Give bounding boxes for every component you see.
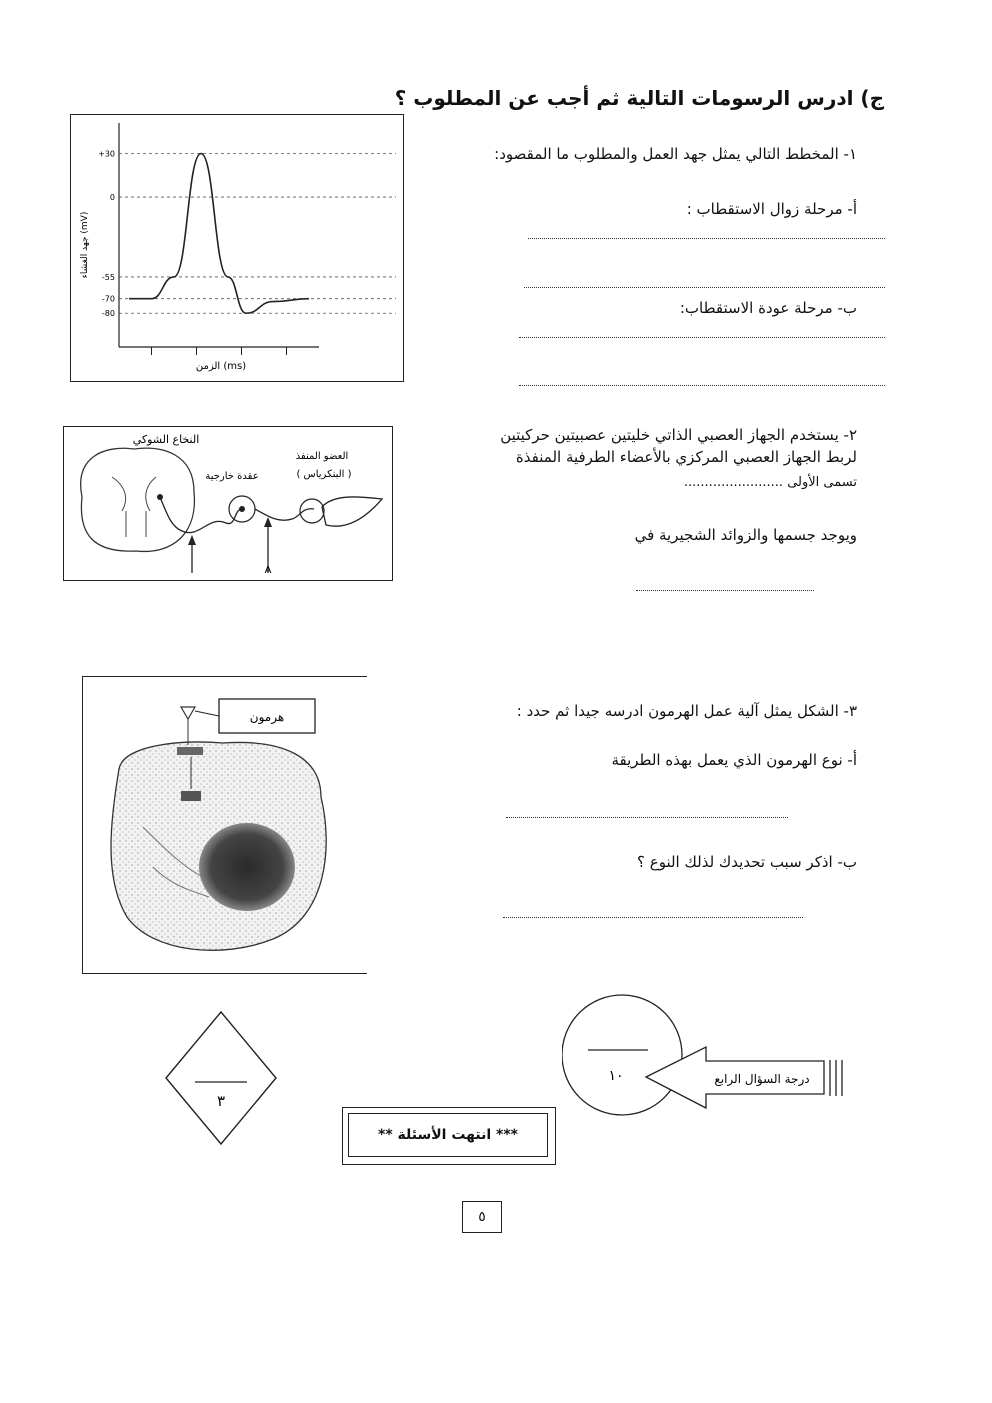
q3-b-answer-line[interactable] — [503, 917, 803, 918]
y-tick-label: -80 — [101, 309, 115, 319]
q1-a-label: أ- مرحلة زوال الاستقطاب : — [686, 200, 857, 218]
grey-matter-outline — [112, 477, 156, 537]
autonomic-nerve-figure — [63, 426, 393, 581]
q3-text: ٣- الشكل يمثل آلية عمل الهرمون ادرسه جيدا ثم حدد : — [516, 702, 857, 720]
hormone-molecule-icon — [181, 707, 195, 719]
q1-a-answer-line-1[interactable] — [528, 238, 885, 239]
arrow-A-label: A — [264, 565, 272, 576]
section-title: ج) ادرس الرسومات التالية ثم أجب عن المطلوب ؟ — [394, 86, 884, 110]
arrow-left-head — [188, 535, 196, 545]
q1-a-answer-line-2[interactable] — [524, 287, 885, 288]
spinal-cord-label: النخاع الشوكي — [132, 433, 200, 446]
y-tick-label: -70 — [101, 294, 115, 304]
y-tick-labels — [98, 150, 115, 319]
q2-line-2: لربط الجهاز العصبي المركزي بالأعضاء الطرفية المنفذة — [515, 448, 857, 466]
organ-name: ( البنكرياس ) — [296, 469, 352, 480]
y-tick-label: 0 — [109, 193, 115, 203]
preganglionic-fiber — [160, 497, 242, 533]
y-tick-label: -55 — [101, 272, 115, 282]
x-ticks — [152, 347, 287, 355]
score-label: درجة السؤال الرابع — [714, 1072, 810, 1086]
spinal-cord-shape — [81, 448, 195, 551]
action-potential-curve — [129, 154, 309, 314]
q3-a-answer-line[interactable] — [506, 817, 788, 818]
postganglionic-cell-body — [239, 506, 245, 512]
reference-lines — [119, 154, 396, 314]
diamond-value: ٣ — [216, 1092, 226, 1110]
hormone-label-pointer — [195, 711, 219, 716]
q2-answer-line[interactable] — [636, 590, 814, 591]
postganglionic-fiber — [255, 509, 314, 521]
q1-text: ١- المخطط التالي يمثل جهد العمل والمطلوب ما المقصود: — [494, 145, 857, 163]
second-messenger-block — [181, 791, 201, 801]
pancreas-shape — [322, 497, 382, 526]
q1-b-answer-line-2[interactable] — [519, 385, 885, 386]
end-box-outer — [342, 1107, 556, 1165]
q2-line-1: ٢- يستخدم الجهاز العصبي الذاتي خليتين عصبيتين حركيتين — [500, 426, 857, 444]
score-badge-svg — [562, 990, 852, 1120]
page-number: ٥ — [462, 1201, 502, 1233]
score-badge — [562, 990, 852, 1120]
q3-a-label: أ- نوع الهرمون الذي يعمل بهذه الطريقة — [611, 751, 857, 769]
chart-ylabel: جهد الغشاء (mV) — [80, 211, 90, 279]
y-tick-label: +30 — [98, 149, 115, 159]
hormone-svg — [83, 677, 367, 973]
end-box-text: *** انتهت الأسئلة ** — [348, 1113, 548, 1157]
diamond-score — [163, 1010, 279, 1146]
arrow-A-head — [264, 517, 272, 527]
autonomic-nerve-svg — [64, 427, 392, 580]
hormone-label: هرمون — [249, 710, 285, 724]
diamond-svg — [163, 1010, 279, 1146]
q3-b-label: ب- اذكر سبب تحديدك لذلك النوع ؟ — [637, 853, 857, 871]
receptor-on-membrane — [177, 747, 203, 755]
score-total: ١٠ — [608, 1068, 624, 1084]
hormone-figure — [82, 676, 367, 974]
action-potential-svg — [71, 115, 403, 381]
q1-b-label: ب- مرحلة عودة الاستقطاب: — [679, 299, 857, 317]
q2-line-4: ويوجد جسمها والزوائد الشجيرية في — [634, 526, 857, 544]
q1-b-answer-line-1[interactable] — [519, 337, 885, 338]
organ-label: العضو المنفذ — [295, 451, 349, 462]
chart-xlabel: الزمن (ms) — [195, 361, 247, 372]
q2-line-3: تسمى الأولى ........................ — [683, 475, 857, 490]
ganglion-label: عقدة خارجية — [205, 471, 259, 482]
diamond-shape — [166, 1012, 276, 1144]
nucleus — [199, 823, 295, 911]
action-potential-chart — [70, 114, 404, 382]
score-circle — [562, 995, 682, 1115]
